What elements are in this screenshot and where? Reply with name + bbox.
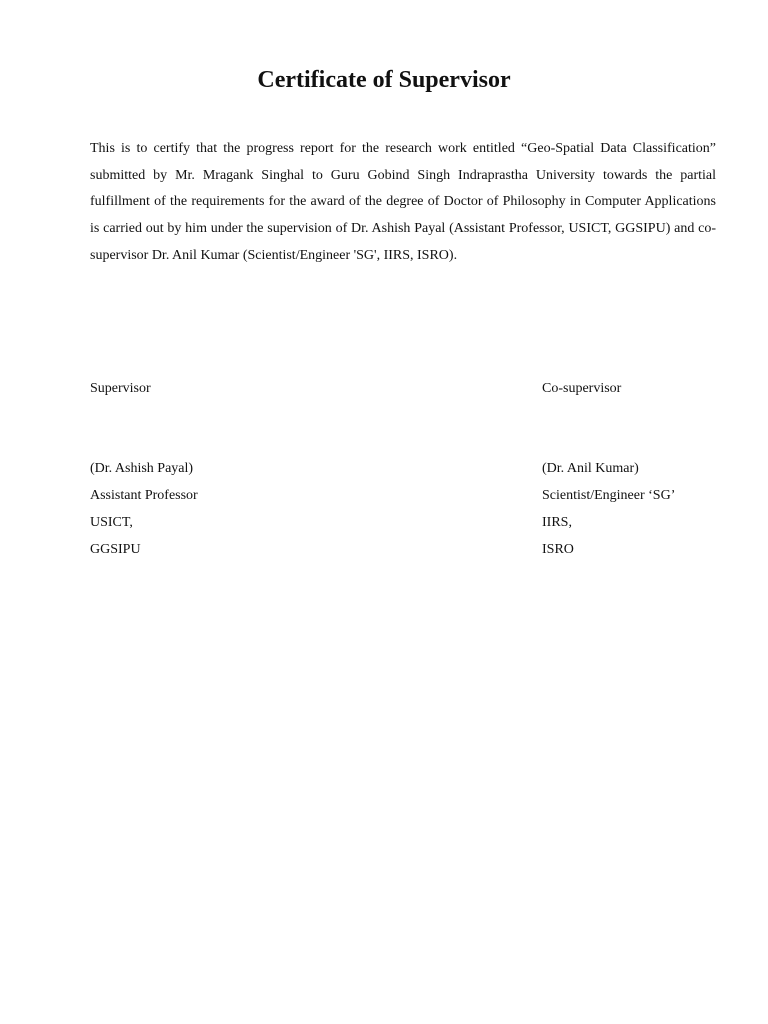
co-supervisor-university: ISRO <box>542 542 574 557</box>
co-supervisor-role-label: Co-supervisor <box>542 381 622 396</box>
supervisor-institute: USICT, <box>90 515 133 530</box>
supervisor-name: (Dr. Ashish Payal) <box>90 461 194 476</box>
co-supervisor-name: (Dr. Anil Kumar) <box>542 461 639 476</box>
supervisor-university: GGSIPU <box>90 542 141 557</box>
page-title: Certificate of Supervisor <box>257 67 511 93</box>
supervisor-designation: Assistant Professor <box>90 488 198 503</box>
supervisor-details <box>90 455 198 563</box>
co-supervisor-designation: Scientist/Engineer ‘SG’ <box>542 488 676 503</box>
certificate-paragraph: This is to certify that the progress report for the research work entitled “Geo-Spatial Data Classification” submitted by Mr. Mragank Singhal to Guru Gobind Singh Indraprastha University towards the partial fulfillment of the requirements for the award of the degree of Doctor of Philosophy in Computer Applications is carried out by him under the supervision of Dr. Ashish Payal (Assistant Professor, USICT, GGSIPU) and co-supervisor Dr. Anil Kumar (Scientist/Engineer 'SG', IIRS, ISRO). <box>90 141 716 263</box>
co-supervisor-institute: IIRS, <box>542 515 572 530</box>
supervisor-role-label: Supervisor <box>90 381 151 396</box>
co-supervisor-details <box>542 455 675 563</box>
